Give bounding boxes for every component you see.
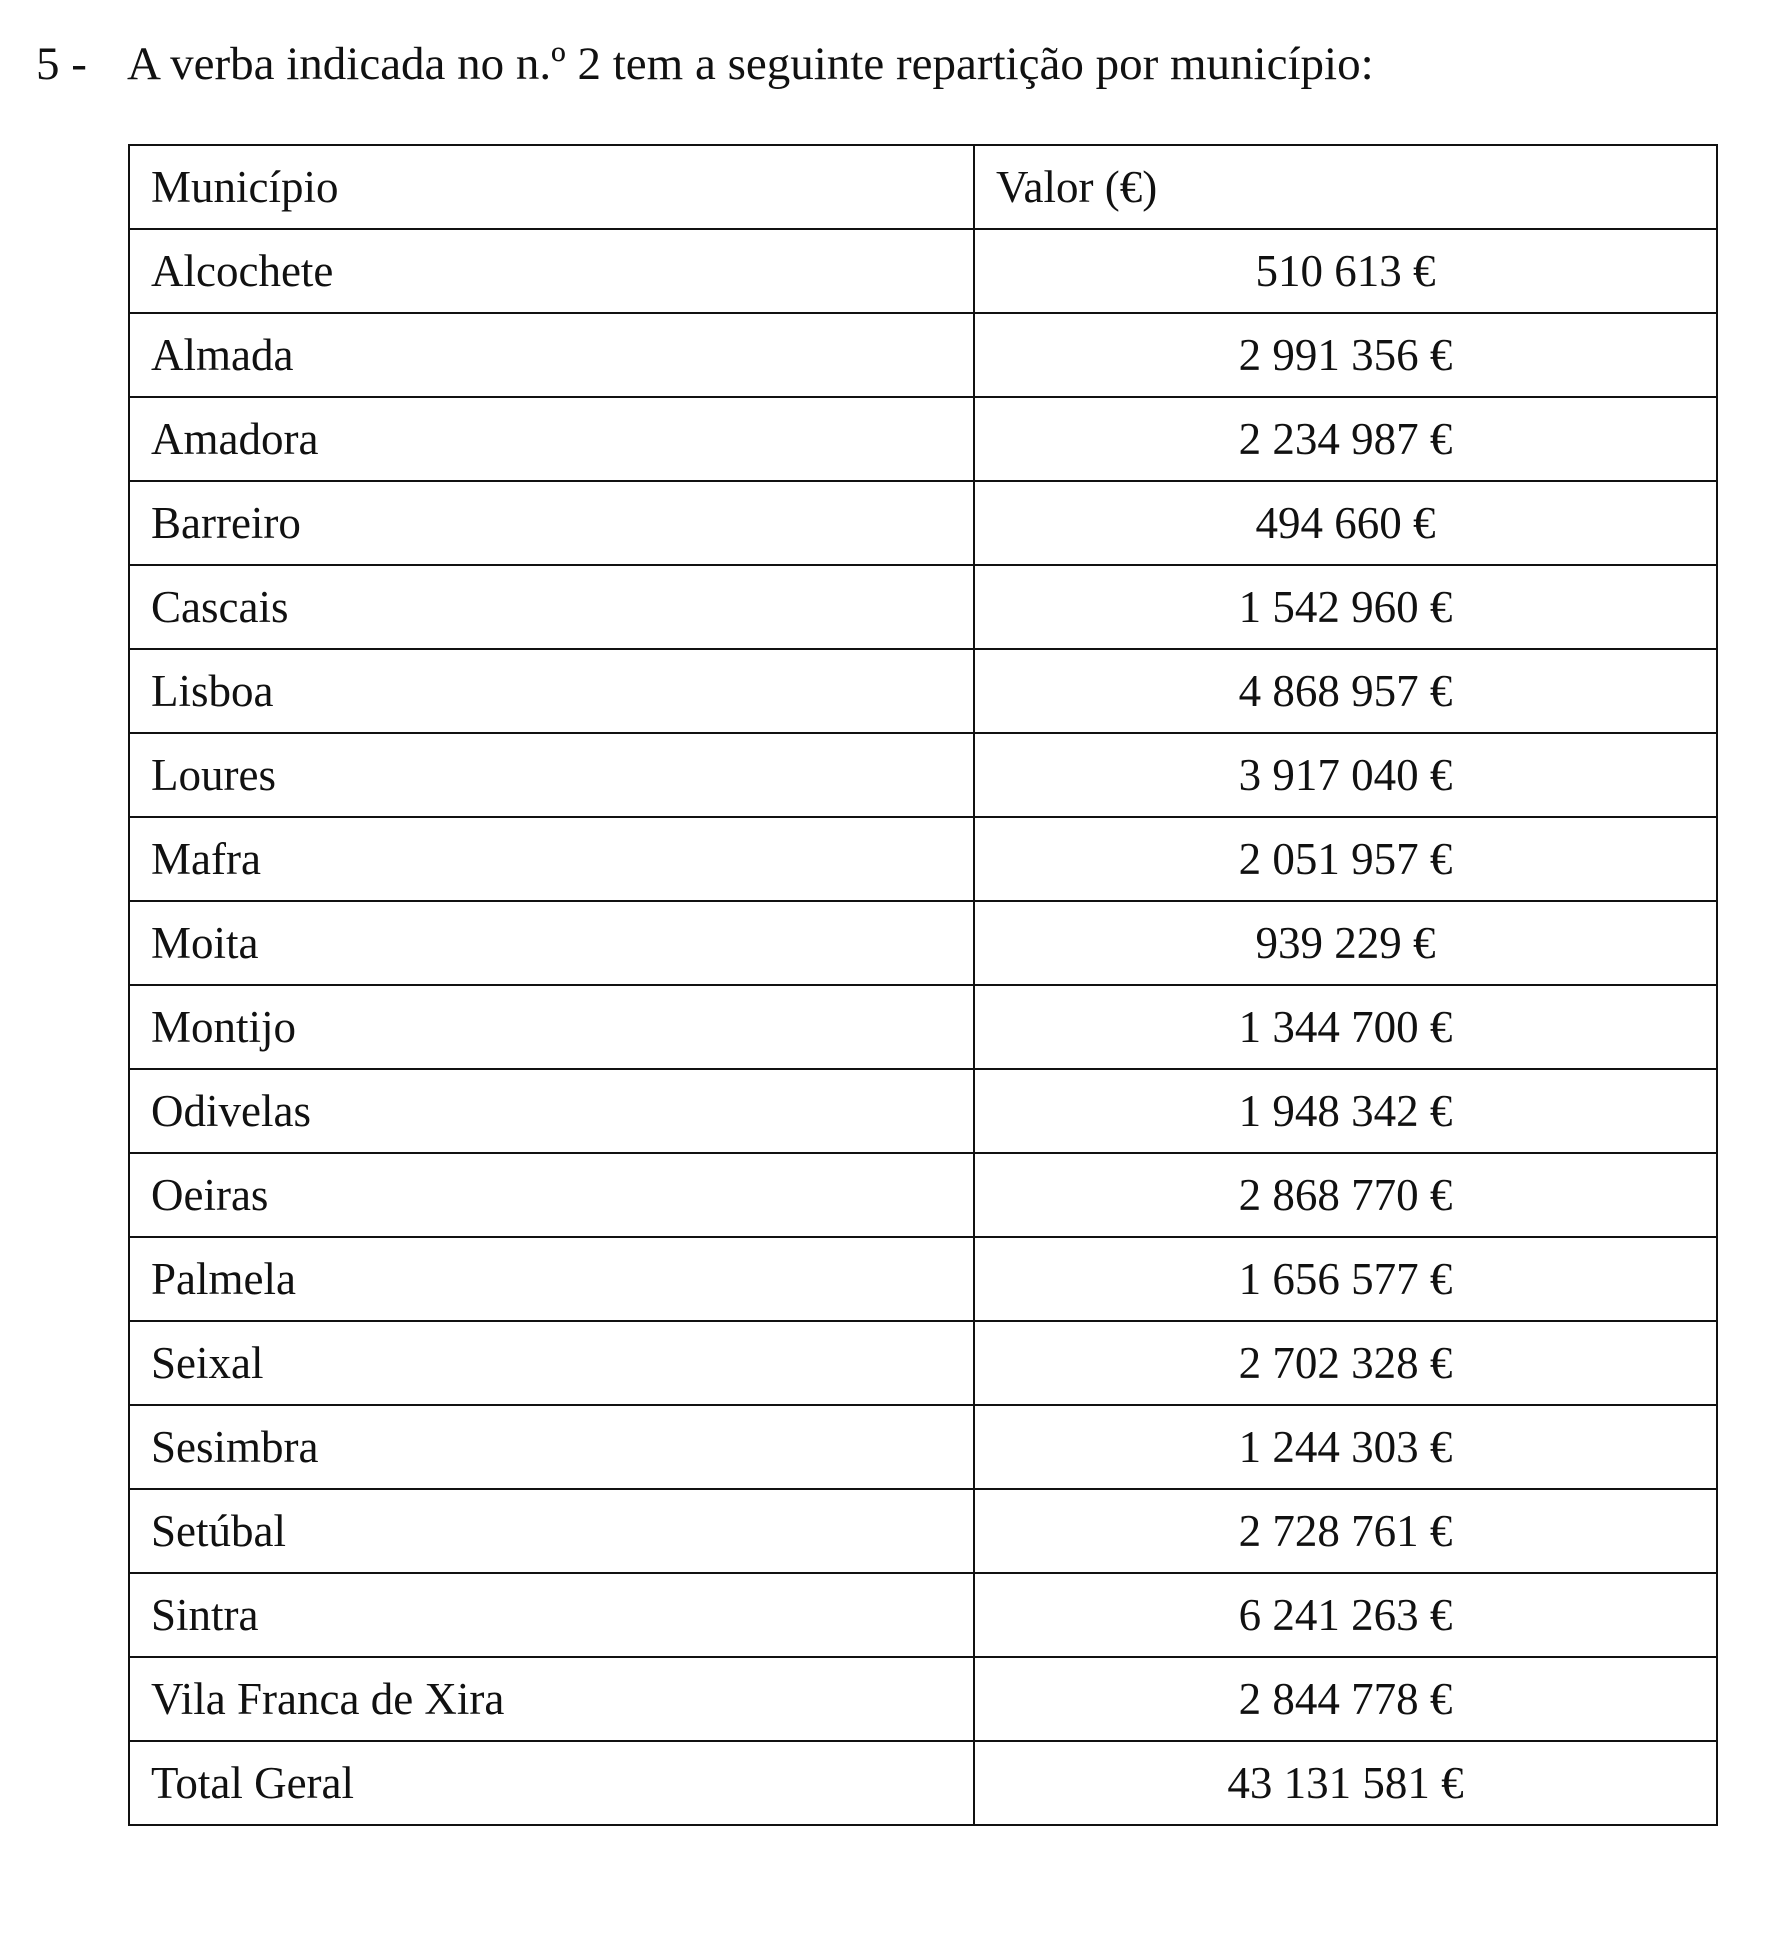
valor-cell: 2 728 761 € — [974, 1489, 1717, 1573]
valor-cell: 1 542 960 € — [974, 565, 1717, 649]
valor-cell: 1 948 342 € — [974, 1069, 1717, 1153]
municipio-cell: Sesimbra — [129, 1405, 974, 1489]
valor-cell: 1 244 303 € — [974, 1405, 1717, 1489]
header-valor: Valor (€) — [974, 145, 1717, 229]
valor-cell: 939 229 € — [974, 901, 1717, 985]
valor-cell: 2 991 356 € — [974, 313, 1717, 397]
valor-cell: 2 844 778 € — [974, 1657, 1717, 1741]
valor-cell: 6 241 263 € — [974, 1573, 1717, 1657]
valor-cell: 1 656 577 € — [974, 1237, 1717, 1321]
table-row — [129, 1657, 1717, 1741]
table-total-row — [129, 1741, 1717, 1825]
clause-text: A verba indicada no n.º 2 tem a seguinte repartição por município: — [127, 38, 1374, 90]
table-row — [129, 649, 1717, 733]
table-row — [129, 901, 1717, 985]
table-row — [129, 481, 1717, 565]
municipio-cell: Seixal — [129, 1321, 974, 1405]
municipio-cell: Mafra — [129, 817, 974, 901]
municipio-cell: Lisboa — [129, 649, 974, 733]
table-row — [129, 1573, 1717, 1657]
table-row — [129, 1405, 1717, 1489]
municipio-cell: Moita — [129, 901, 974, 985]
table-row — [129, 1321, 1717, 1405]
municipio-cell: Cascais — [129, 565, 974, 649]
clause-paragraph — [36, 34, 1374, 94]
table-row — [129, 229, 1717, 313]
header-municipio: Município — [129, 145, 974, 229]
municipio-cell: Loures — [129, 733, 974, 817]
municipio-cell: Amadora — [129, 397, 974, 481]
table-row — [129, 1237, 1717, 1321]
table-row — [129, 397, 1717, 481]
table-row — [129, 313, 1717, 397]
municipio-cell: Odivelas — [129, 1069, 974, 1153]
valor-cell: 2 868 770 € — [974, 1153, 1717, 1237]
valor-cell: 2 234 987 € — [974, 397, 1717, 481]
municipio-cell: Montijo — [129, 985, 974, 1069]
municipio-cell: Palmela — [129, 1237, 974, 1321]
table-row — [129, 733, 1717, 817]
table-row — [129, 985, 1717, 1069]
municipio-cell: Almada — [129, 313, 974, 397]
valor-cell: 2 702 328 € — [974, 1321, 1717, 1405]
table-row — [129, 817, 1717, 901]
table-header-row — [129, 145, 1717, 229]
municipio-cell: Oeiras — [129, 1153, 974, 1237]
table-row — [129, 565, 1717, 649]
clause-number: 5 - — [36, 38, 87, 90]
total-label-cell: Total Geral — [129, 1741, 974, 1825]
table-row — [129, 1489, 1717, 1573]
valor-cell: 2 051 957 € — [974, 817, 1717, 901]
total-valor-cell: 43 131 581 € — [974, 1741, 1717, 1825]
valor-cell: 4 868 957 € — [974, 649, 1717, 733]
allocation-table — [128, 144, 1718, 1826]
table-row — [129, 1069, 1717, 1153]
municipio-cell: Sintra — [129, 1573, 974, 1657]
municipio-cell: Barreiro — [129, 481, 974, 565]
municipio-cell: Alcochete — [129, 229, 974, 313]
municipio-cell: Setúbal — [129, 1489, 974, 1573]
allocation-table-body — [129, 145, 1717, 1825]
table-row — [129, 1153, 1717, 1237]
valor-cell: 494 660 € — [974, 481, 1717, 565]
valor-cell: 3 917 040 € — [974, 733, 1717, 817]
municipio-cell: Vila Franca de Xira — [129, 1657, 974, 1741]
valor-cell: 1 344 700 € — [974, 985, 1717, 1069]
valor-cell: 510 613 € — [974, 229, 1717, 313]
